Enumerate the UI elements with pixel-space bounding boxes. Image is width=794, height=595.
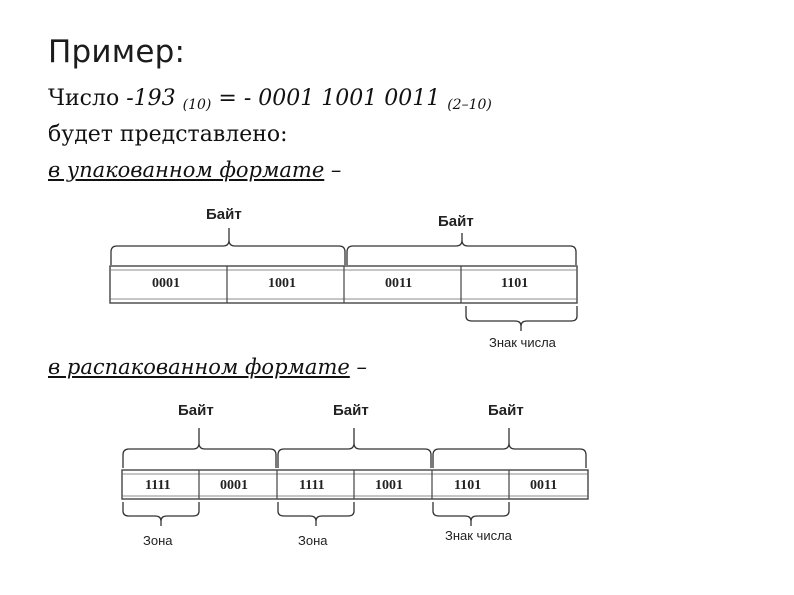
unpacked-byte-label-3: Байт	[488, 402, 524, 419]
unpacked-format-dash: –	[349, 355, 367, 379]
number-prefix: Число	[48, 86, 120, 111]
zone-brace-2	[278, 502, 354, 526]
slide-title: Пример:	[48, 34, 186, 70]
packed-cell-2: 1001	[268, 276, 296, 291]
base10-subscript: (10)	[182, 97, 212, 113]
zone-brace-1	[123, 502, 199, 526]
packed-sign-label: Знак числа	[489, 335, 556, 350]
binary-decimal-value: = - 0001 1001 0011	[218, 86, 441, 111]
unpacked-cell-6: 0011	[530, 478, 558, 493]
packed-format-dash: –	[324, 158, 342, 182]
unpacked-cell-4: 1001	[375, 478, 403, 493]
represented-text: будет представлено:	[48, 122, 288, 147]
packed-format-label: в упакованном формате	[48, 158, 325, 182]
base2-10-subscript: (2–10)	[447, 97, 492, 113]
unpacked-cell-5: 1101	[454, 478, 482, 493]
unpacked-sign-label: Знак числа	[445, 528, 512, 543]
unpacked-cell-1: 1111	[145, 478, 171, 493]
unpacked-byte-brace-2	[278, 428, 431, 468]
zone-label-1: Зона	[143, 533, 173, 548]
unpacked-cell-3: 1111	[299, 478, 325, 493]
packed-cell-1: 0001	[152, 276, 180, 291]
unpacked-byte-brace-3	[433, 428, 586, 468]
unpacked-cell-2: 0001	[220, 478, 248, 493]
packed-cell-3: 0011	[385, 276, 413, 291]
unpacked-byte-label-2: Байт	[333, 402, 369, 419]
zone-label-2: Зона	[298, 533, 328, 548]
unpacked-byte-label-1: Байт	[178, 402, 214, 419]
packed-byte-label-1: Байт	[206, 206, 242, 223]
unpacked-sign-brace	[433, 502, 509, 526]
unpacked-byte-brace-1	[123, 428, 276, 468]
packed-byte-label-2: Байт	[438, 213, 474, 230]
packed-cell-4: 1101	[501, 276, 529, 291]
unpacked-format-label: в распакованном формате	[48, 355, 350, 379]
number-value: -193	[126, 86, 176, 111]
